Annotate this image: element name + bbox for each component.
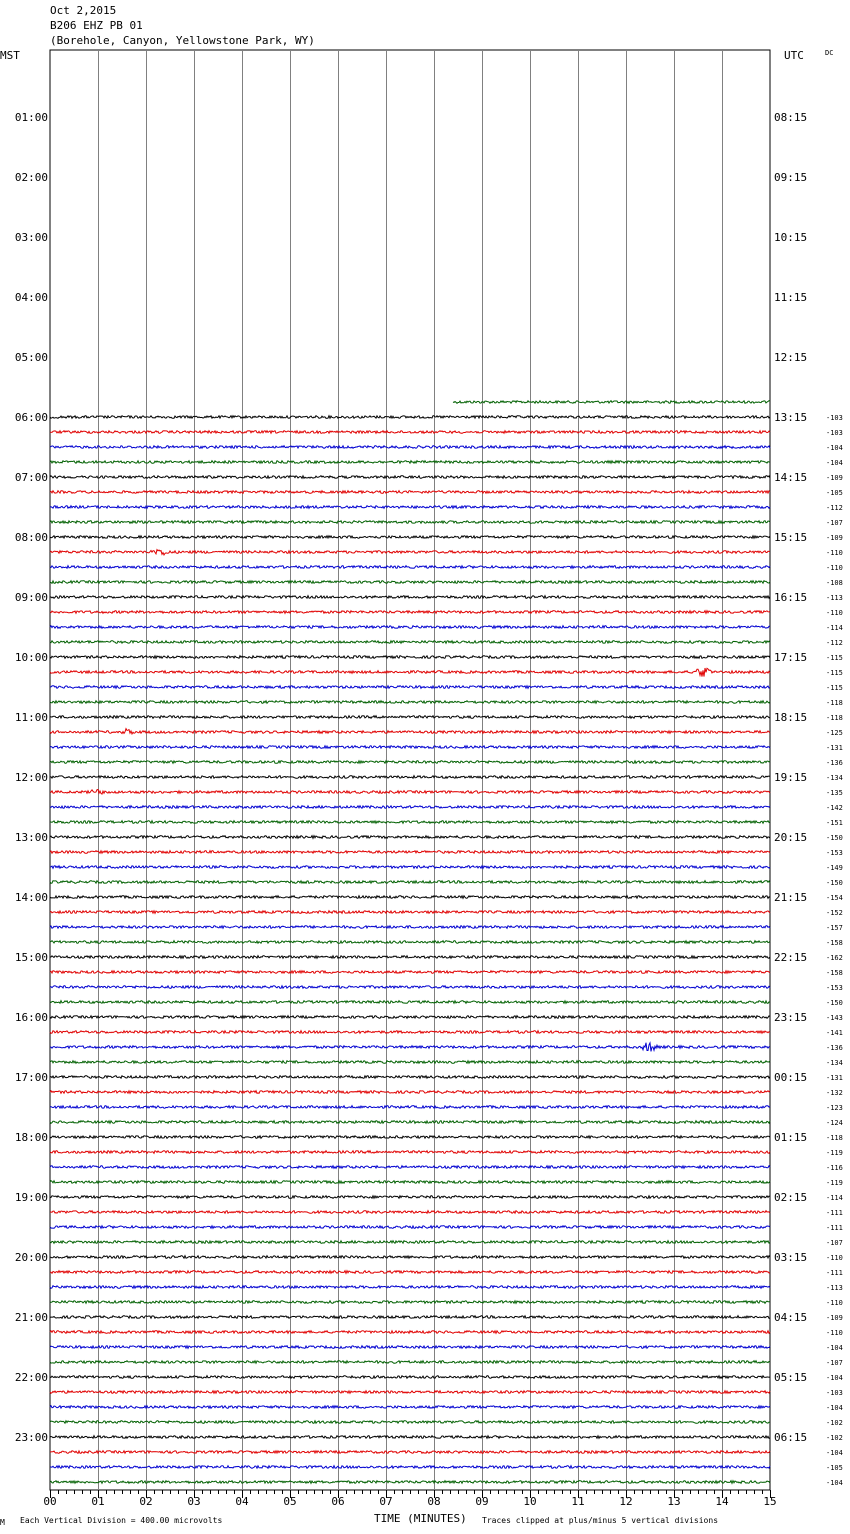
dc-offset-label: -103	[826, 414, 843, 422]
dc-offset-label: -112	[826, 504, 843, 512]
dc-offset-label: -109	[826, 474, 843, 482]
dc-offset-label: -124	[826, 1119, 843, 1127]
dc-offset-label: -107	[826, 1359, 843, 1367]
dc-offset-label: -131	[826, 1074, 843, 1082]
trace-row-78	[50, 1226, 770, 1229]
x-tick-label: 03	[187, 1495, 201, 1508]
x-tick-label: 01	[91, 1495, 105, 1508]
x-tick-label: 15	[763, 1495, 777, 1508]
dc-offset-label: -112	[826, 639, 843, 647]
trace-row-29	[50, 491, 770, 494]
dc-offset-label: -149	[826, 864, 843, 872]
trace-row-79	[50, 1241, 770, 1244]
mst-hour-label: 15:00	[14, 951, 48, 964]
mst-hour-label: 20:00	[14, 1251, 48, 1264]
dc-offset-label: -158	[826, 969, 843, 977]
trace-row-37	[50, 611, 770, 614]
trace-row-26	[50, 446, 770, 449]
trace-row-53	[50, 851, 770, 854]
utc-hour-label: 09:15	[774, 171, 808, 184]
trace-row-55	[50, 881, 770, 884]
dc-offset-label: -103	[826, 429, 843, 437]
x-tick-label: 14	[715, 1495, 729, 1508]
dc-offset-label: -111	[826, 1269, 843, 1277]
dc-offset-label: -162	[826, 954, 843, 962]
plot-frame	[50, 50, 770, 1490]
dc-offset-label: -116	[826, 1164, 843, 1172]
trace-row-80	[50, 1256, 770, 1259]
dc-offset-label: -110	[826, 1329, 843, 1337]
trace-row-41	[50, 668, 770, 677]
x-tick-label: 09	[475, 1495, 489, 1508]
trace-row-45	[50, 729, 770, 734]
trace-row-34	[50, 566, 770, 569]
trace-row-52	[50, 836, 770, 839]
dc-offset-label: -134	[826, 774, 843, 782]
dc-offset-label: -114	[826, 624, 843, 632]
trace-row-38	[50, 626, 770, 629]
dc-offset-label: -105	[826, 1464, 843, 1472]
dc-offset-label: -102	[826, 1419, 843, 1427]
trace-row-95	[50, 1481, 770, 1484]
trace-row-25	[50, 431, 770, 434]
trace-row-58	[50, 926, 770, 929]
dc-offset-label: -113	[826, 1284, 843, 1292]
trace-row-89	[50, 1391, 770, 1394]
utc-hour-label: 15:15	[774, 531, 808, 544]
dc-offset-label: -158	[826, 939, 843, 947]
dc-offset-label: -102	[826, 1434, 843, 1442]
trace-row-60	[50, 956, 770, 959]
mst-hour-label: 17:00	[14, 1071, 48, 1084]
x-tick-label: 06	[331, 1495, 345, 1508]
date-label: Oct 2,2015	[50, 4, 117, 17]
right-timezone-label: UTC	[784, 49, 804, 62]
x-tick-label: 05	[283, 1495, 297, 1508]
utc-hour-label: 08:15	[774, 111, 808, 124]
mst-hour-label: 21:00	[14, 1311, 48, 1324]
dc-offset-label: -132	[826, 1089, 843, 1097]
mst-hour-label: 05:00	[14, 351, 48, 364]
trace-row-86	[50, 1346, 770, 1349]
dc-offset-label: -110	[826, 564, 843, 572]
dc-offset-label: -131	[826, 744, 843, 752]
dc-offset-label: -125	[826, 729, 843, 737]
trace-row-46	[50, 746, 770, 749]
trace-row-84	[50, 1316, 770, 1319]
trace-row-27	[50, 461, 770, 464]
trace-row-24	[50, 416, 770, 419]
mst-hour-label: 07:00	[14, 471, 48, 484]
dc-offset-label: -104	[826, 1374, 843, 1382]
mst-hour-label: 14:00	[14, 891, 48, 904]
trace-row-61	[50, 971, 770, 974]
dc-offset-label: -152	[826, 909, 843, 917]
utc-hour-label: 13:15	[774, 411, 808, 424]
mst-hour-label: 10:00	[14, 651, 48, 664]
utc-hour-label: 19:15	[774, 771, 808, 784]
trace-row-44	[50, 716, 770, 719]
dc-offset-label: -118	[826, 714, 843, 722]
trace-row-48	[50, 776, 770, 779]
dc-offset-label: -157	[826, 924, 843, 932]
dc-offset-label: -108	[826, 579, 843, 587]
dc-offset-label: -109	[826, 534, 843, 542]
utc-hour-label: 20:15	[774, 831, 808, 844]
trace-row-87	[50, 1361, 770, 1364]
trace-row-43	[50, 701, 770, 704]
trace-row-31	[50, 521, 770, 524]
mst-hour-label: 12:00	[14, 771, 48, 784]
x-axis-title: TIME (MINUTES)	[374, 1512, 467, 1525]
trace-row-59	[50, 941, 770, 944]
dc-offset-label: -136	[826, 1044, 843, 1052]
left-timezone-label: MST	[0, 49, 20, 62]
dc-offset-label: -136	[826, 759, 843, 767]
dc-offset-label: -119	[826, 1179, 843, 1187]
trace-row-74	[50, 1166, 770, 1169]
mst-hour-label: 04:00	[14, 291, 48, 304]
x-tick-label: 11	[571, 1495, 585, 1508]
trace-row-94	[50, 1466, 770, 1469]
trace-row-42	[50, 686, 770, 689]
x-tick-label: 00	[43, 1495, 57, 1508]
x-tick-label: 02	[139, 1495, 153, 1508]
dc-offset-label: -110	[826, 1299, 843, 1307]
trace-row-81	[50, 1271, 770, 1274]
x-tick-label: 10	[523, 1495, 537, 1508]
trace-row-70	[50, 1106, 770, 1109]
dc-offset-label: -111	[826, 1209, 843, 1217]
utc-hour-label: 00:15	[774, 1071, 808, 1084]
dc-offset-label: -107	[826, 1239, 843, 1247]
trace-row-66	[50, 1043, 770, 1052]
trace-row-83	[50, 1301, 770, 1304]
dc-offset-label: -111	[826, 1224, 843, 1232]
trace-row-47	[50, 761, 770, 764]
trace-row-71	[50, 1121, 770, 1124]
trace-row-93	[50, 1451, 770, 1454]
trace-row-82	[50, 1286, 770, 1289]
mst-hour-label: 16:00	[14, 1011, 48, 1024]
dc-offset-label: -105	[826, 489, 843, 497]
trace-row-73	[50, 1151, 770, 1154]
trace-row-67	[50, 1061, 770, 1064]
clip-note: Traces clipped at plus/minus 5 vertical divisions	[482, 1516, 719, 1525]
utc-hour-label: 21:15	[774, 891, 808, 904]
mst-hour-label: 19:00	[14, 1191, 48, 1204]
dc-offset-label: -110	[826, 1254, 843, 1262]
station-label: B206 EHZ PB 01	[50, 19, 143, 32]
mst-hour-label: 08:00	[14, 531, 48, 544]
trace-row-33	[50, 550, 770, 555]
trace-row-64	[50, 1016, 770, 1019]
trace-row-91	[50, 1421, 770, 1424]
dc-offset-label: -118	[826, 699, 843, 707]
dc-offset-label: -104	[826, 444, 843, 452]
dc-offset-label: -115	[826, 684, 843, 692]
trace-row-90	[50, 1406, 770, 1409]
dc-offset-label: -107	[826, 519, 843, 527]
dc-offset-label: -141	[826, 1029, 843, 1037]
utc-hour-label: 22:15	[774, 951, 808, 964]
location-label: (Borehole, Canyon, Yellowstone Park, WY)	[50, 34, 315, 47]
trace-row-32	[50, 536, 770, 539]
trace-row-54	[50, 866, 770, 869]
trace-row-30	[50, 506, 770, 509]
x-tick-label: 13	[667, 1495, 681, 1508]
dc-offset-label: -143	[826, 1014, 843, 1022]
dc-offset-label: -104	[826, 1344, 843, 1352]
trace-row-85	[50, 1331, 770, 1334]
mst-hour-label: 03:00	[14, 231, 48, 244]
utc-hour-label: 14:15	[774, 471, 808, 484]
dc-offset-label: -150	[826, 834, 843, 842]
dc-offset-label: -154	[826, 894, 843, 902]
dc-offset-label: -123	[826, 1104, 843, 1112]
mst-hour-label: 06:00	[14, 411, 48, 424]
dc-offset-label: -118	[826, 1134, 843, 1142]
trace-row-50	[50, 806, 770, 809]
utc-hour-label: 18:15	[774, 711, 808, 724]
trace-row-76	[50, 1196, 770, 1199]
utc-hour-label: 10:15	[774, 231, 808, 244]
dc-offset-label: -153	[826, 849, 843, 857]
dc-offset-label: -115	[826, 669, 843, 677]
mst-hour-label: 01:00	[14, 111, 48, 124]
utc-hour-label: 12:15	[774, 351, 808, 364]
trace-row-39	[50, 641, 770, 644]
utc-hour-label: 04:15	[774, 1311, 808, 1324]
trace-row-62	[50, 986, 770, 989]
dc-offset-label: -150	[826, 879, 843, 887]
x-tick-label: 08	[427, 1495, 441, 1508]
mst-hour-label: 13:00	[14, 831, 48, 844]
utc-hour-label: 16:15	[774, 591, 808, 604]
dc-offset-label: -153	[826, 984, 843, 992]
mst-hour-label: 22:00	[14, 1371, 48, 1384]
dc-offset-label: -135	[826, 789, 843, 797]
mst-hour-label: 23:00	[14, 1431, 48, 1444]
scale-note: Each Vertical Division = 400.00 microvolts	[20, 1516, 223, 1525]
dc-offset-label: -110	[826, 609, 843, 617]
trace-row-36	[50, 596, 770, 599]
trace-row-40	[50, 656, 770, 659]
mst-hour-label: 18:00	[14, 1131, 48, 1144]
trace-row-75	[50, 1181, 770, 1184]
x-tick-label: 12	[619, 1495, 633, 1508]
footer-mark: M	[0, 1518, 5, 1527]
trace-row-51	[50, 821, 770, 824]
trace-row-63	[50, 1001, 770, 1004]
dc-offset-label: -114	[826, 1194, 843, 1202]
dc-offset-label: -104	[826, 459, 843, 467]
x-tick-label: 07	[379, 1495, 393, 1508]
dc-offset-label: -103	[826, 1389, 843, 1397]
trace-row-72	[50, 1136, 770, 1139]
trace-row-69	[50, 1091, 770, 1094]
dc-offset-label: -119	[826, 1149, 843, 1157]
trace-row-28	[50, 476, 770, 479]
utc-hour-label: 11:15	[774, 291, 808, 304]
utc-hour-label: 03:15	[774, 1251, 808, 1264]
dc-offset-label: -113	[826, 594, 843, 602]
trace-row-77	[50, 1211, 770, 1214]
trace-row-49	[50, 790, 770, 795]
dc-offset-label: -134	[826, 1059, 843, 1067]
dc-offset-label: -104	[826, 1449, 843, 1457]
dc-offset-label: -151	[826, 819, 843, 827]
dc-offset-label: -109	[826, 1314, 843, 1322]
utc-hour-label: 23:15	[774, 1011, 808, 1024]
dc-offset-label: -104	[826, 1404, 843, 1412]
trace-row-57	[50, 911, 770, 914]
dc-label: DC	[825, 49, 834, 57]
dc-offset-label: -110	[826, 549, 843, 557]
trace-row-65	[50, 1031, 770, 1034]
trace-row-56	[50, 896, 770, 899]
trace-row-92	[50, 1436, 770, 1439]
dc-offset-label: -115	[826, 654, 843, 662]
utc-hour-label: 02:15	[774, 1191, 808, 1204]
mst-hour-label: 09:00	[14, 591, 48, 604]
trace-row-68	[50, 1076, 770, 1079]
utc-hour-label: 05:15	[774, 1371, 808, 1384]
utc-hour-label: 01:15	[774, 1131, 808, 1144]
x-tick-label: 04	[235, 1495, 249, 1508]
dc-offset-label: -142	[826, 804, 843, 812]
utc-hour-label: 06:15	[774, 1431, 808, 1444]
mst-hour-label: 02:00	[14, 171, 48, 184]
dc-offset-label: -150	[826, 999, 843, 1007]
dc-offset-label: -104	[826, 1479, 843, 1487]
mst-hour-label: 11:00	[14, 711, 48, 724]
trace-row-35	[50, 581, 770, 584]
trace-row-88	[50, 1376, 770, 1379]
utc-hour-label: 17:15	[774, 651, 808, 664]
